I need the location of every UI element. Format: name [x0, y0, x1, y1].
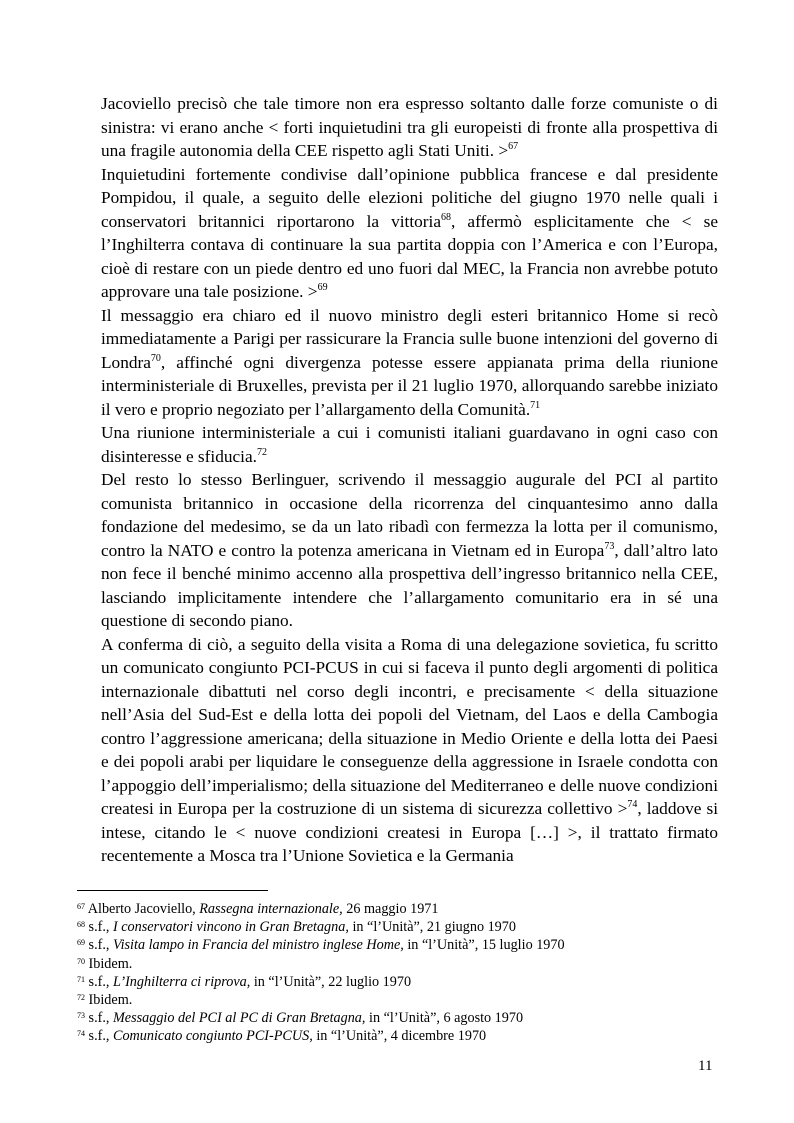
paragraph-4: Una riunione interministeriale a cui i comunisti italiani guardavano in ogni caso con disinteresse e sfiducia.$^{72}$ — [101, 423, 718, 466]
paragraph-5: Del resto lo stesso Berlinguer, scrivendo il messaggio augurale del PCI al partito comunista britannico in occasione della ricorrenza del cinquantesimo anno dalla fondazione del medesimo, se da un lato ribadì con fermezza la lotta per il comunismo, contro la NATO e contro la potenza americana in Vietnam ed in Europa$^{73}$, dall’altro lato non fece il benché minimo accenno alla prospettiva dell’ingresso britannico nella CEE, lasciando implicitamente intendere che l’allargamento comunitario era in sé una questione di secondo piano. — [101, 470, 718, 630]
footnote-ref-68[interactable]: 68 — [441, 211, 452, 223]
footnote-72: $^{72}$ Ibidem. — [77, 992, 133, 1009]
footnote-ref-67[interactable]: 67 — [508, 141, 519, 153]
paragraph-6: A conferma di ciò, a seguito della visita a Roma di una delegazione sovietica, fu scritto un comunicato congiunto PCI-PCUS in cui si faceva il punto degli argomenti di politica internazionale dibattuti nel corso degli incontri, e precisamente < della situazione nell’Asia del Sud-Est e della lotta dei popoli del Vietnam, del Laos e della Cambogia contro l’aggressione americana; della situazione in Medio Oriente e della lotta dei Paesi e dei popoli arabi per liquidare le conseguenze della aggressione in Israele condotta con l’appoggio dell’imperialismo; della situazione del Mediterraneo e delle nuove condizioni createsi in Europa per la costruzione di un sistema di sicurezza collettivo >$^{74}$, laddove si intese, citando le < nuove condizioni createsi in Europa […] >, il trattato firmato recentemente a Mosca tra l’Unione Sovietica e la Germania — [101, 634, 718, 865]
footnote-ref-74[interactable]: 74 — [627, 799, 638, 811]
footnote-71: $^{71}$ s.f., L’Inghilterra ci riprova, in “l’Unità”, 22 luglio 1970 — [77, 973, 412, 990]
paragraph-2: Inquietudini fortemente condivise dall’opinione pubblica francese e dal presidente Pompidou, il quale, a seguito delle elezioni politiche del giugno 1970 nelle quali i conservatori britannici riportarono la vittoria$^{68}$, affermò esplicitamente che < se l’Inghilterra contava di continuare la sua partita doppia con l’America e con l’Europa, cioè di restare con un piede dentro ed uno fuori dal MEC, la Francia non avrebbe potuto approvare una tale posizione. >$^{69}$ — [101, 164, 718, 301]
footnote-ref-73[interactable]: 73 — [604, 540, 615, 552]
footnote-ref-71[interactable]: 71 — [530, 399, 541, 411]
footnote-68: $^{68}$ s.f., I conservatori vincono in Gran Bretagna, in “l’Unità”, 21 giugno 1970 — [77, 919, 516, 936]
footnote-ref-72[interactable]: 72 — [256, 446, 267, 458]
footnote-ref-69[interactable]: 69 — [317, 282, 328, 294]
footnote-67: $^{67}$ Alberto Jacoviello, Rassegna internazionale, 26 maggio 1971 — [77, 901, 439, 917]
paragraph-1: Jacoviello precisò che tale timore non era espresso soltanto dalle forze comuniste o di sinistra: vi erano anche < forti inquietudini tra gli europeisti di fronte alla prospettiva di una fragile autonomia della CEE rispetto agli Stati Uniti. >$^{67}$ — [101, 94, 718, 160]
footnotes — [77, 900, 737, 1046]
footnote-74: $^{74}$ s.f., Comunicato congiunto PCI-PCUS, in “l’Unità”, 4 dicembre 1970 — [77, 1028, 487, 1045]
footnote-73: $^{73}$ s.f., Messaggio del PCI al PC di Gran Bretagna, in “l’Unità”, 6 agosto 1970 — [77, 1010, 524, 1027]
body-text — [101, 92, 718, 868]
footnote-ref-70[interactable]: 70 — [150, 352, 161, 364]
paragraph-3: Il messaggio era chiaro ed il nuovo ministro degli esteri britannico Home si recò immediatamente a Parigi per rassicurare la Francia sulle buone intenzioni del governo di Londra$^{70}$, affinché ogni divergenza potesse essere appianata prima della riunione interministeriale di Bruxelles, prevista per il 21 luglio 1970, allorquando sarebbe iniziato il vero e proprio negoziato per l’allargamento della Comunità.$^{71}$ — [101, 305, 718, 419]
footnote-separator — [77, 890, 268, 891]
page-number: 11 — [698, 1058, 713, 1074]
footnote-70: $^{70}$ Ibidem. — [77, 955, 133, 972]
footnote-69: $^{69}$ s.f., Visita lampo in Francia del ministro inglese Home, in “l’Unità”, 15 luglio 1970 — [77, 937, 565, 954]
